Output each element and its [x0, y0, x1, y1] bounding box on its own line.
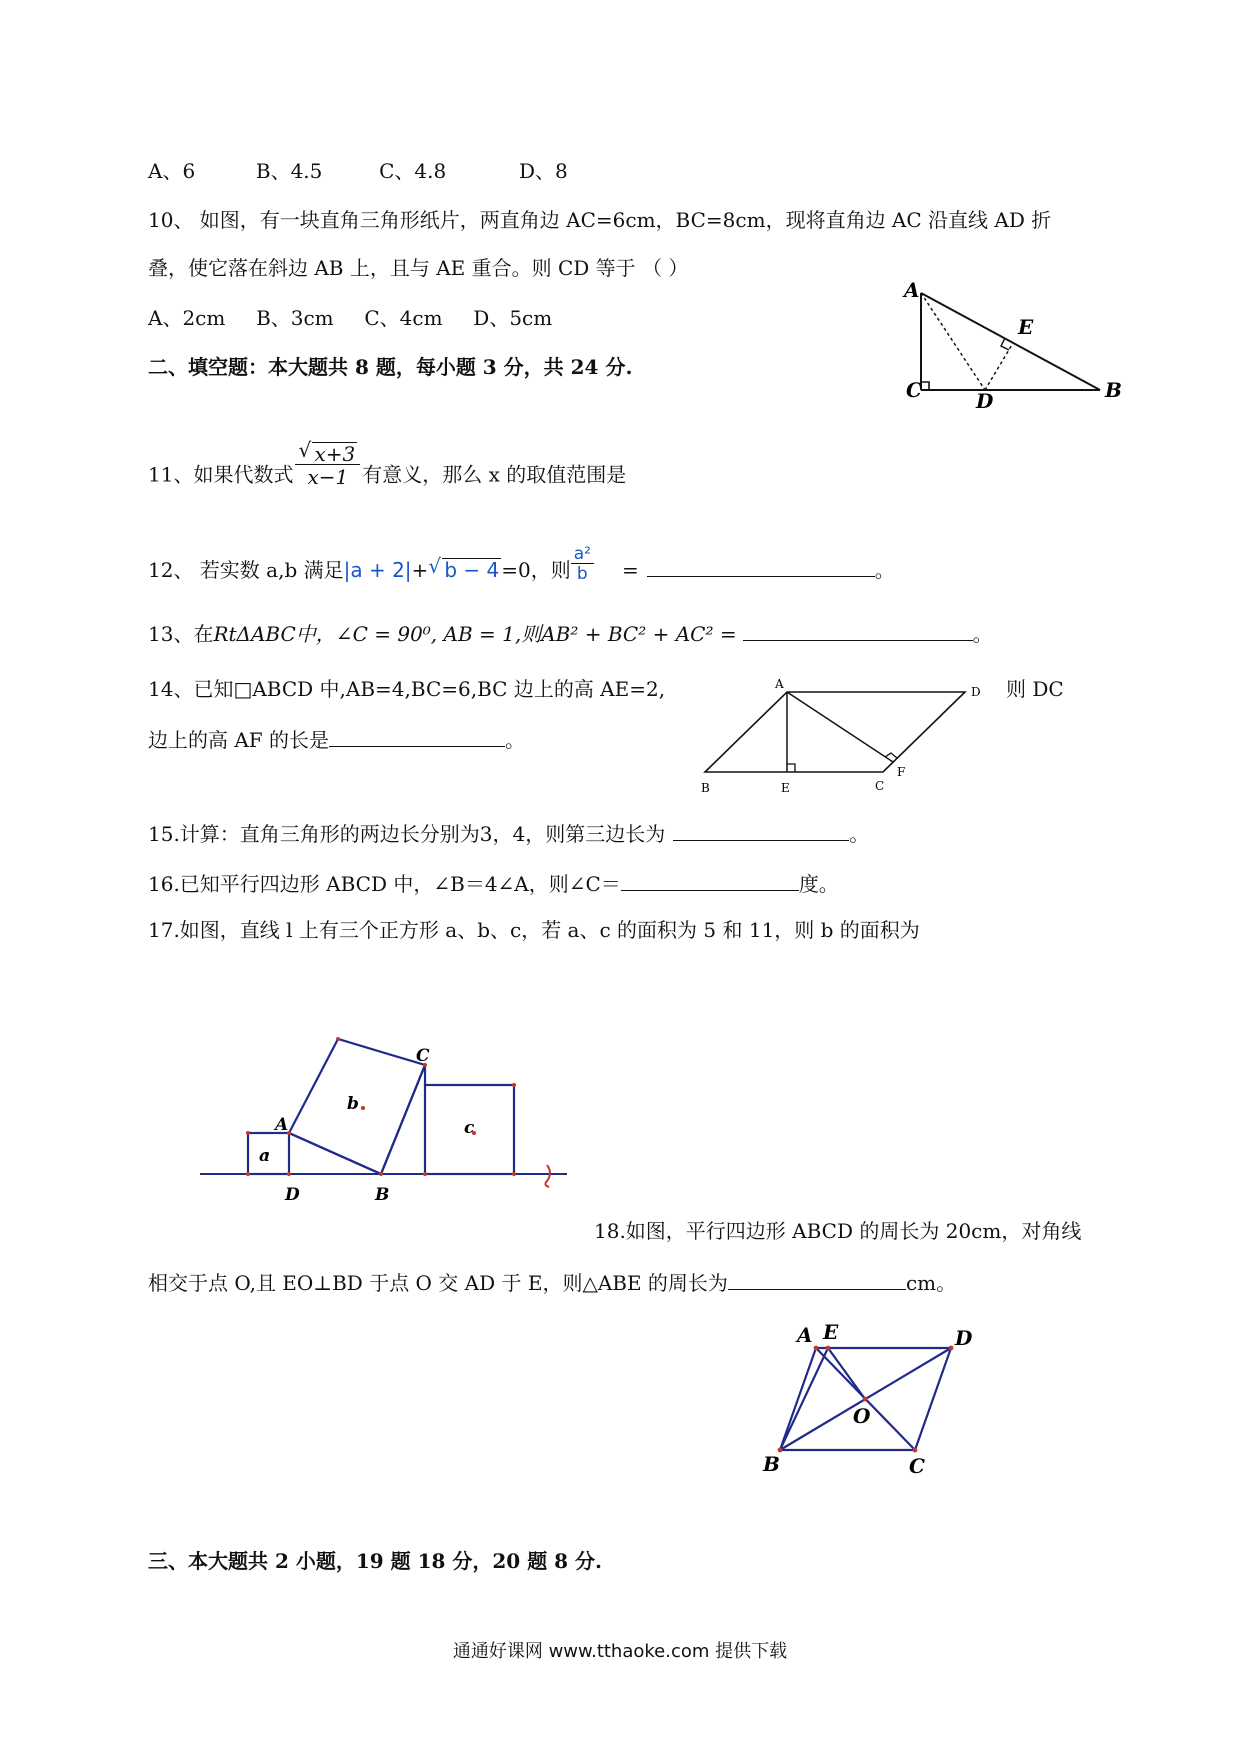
q10-option-c: C、4cm	[364, 306, 443, 330]
q17-label-a-point: A	[275, 1115, 289, 1135]
q11-line	[148, 438, 627, 489]
q14-label-e: E	[781, 781, 790, 795]
q13-prefix: 13、在	[148, 622, 214, 646]
q18-label-b: B	[763, 1452, 780, 1476]
q17-label-b-square: b	[347, 1094, 359, 1114]
q14-label-f: F	[897, 765, 906, 779]
q15-answer-blank[interactable]	[673, 822, 849, 841]
q16-suffix: 度。	[798, 872, 839, 896]
q17-label-a-square: a	[259, 1146, 271, 1166]
q12-plus: +	[411, 558, 429, 582]
q12-fraction	[571, 546, 594, 583]
q9-option-b: B、4.5	[255, 159, 323, 183]
q11-denominator: x−1	[307, 465, 349, 489]
q10-label-a: A	[904, 278, 920, 302]
q14-parallelogram-figure	[695, 676, 995, 798]
q18-label-d: D	[955, 1326, 973, 1350]
q12-answer-blank[interactable]	[647, 558, 875, 577]
q9-option-c: C、4.8	[379, 159, 447, 183]
q14-label-c: C	[875, 779, 885, 793]
q17-line: 17.如图，直线 l 上有三个正方形 a、b、c，若 a、c 的面积为 5 和 11，则 b 的面积为	[148, 918, 920, 942]
q9-options	[148, 161, 568, 181]
q18-parallelogram-figure	[745, 1318, 990, 1478]
q12-radicand: b − 4	[444, 558, 500, 582]
q14-line1: 14、已知□ABCD 中,AB=4,BC=6,BC 边上的高 AE=2,	[148, 677, 666, 701]
q14-line2-text: 边上的高 AF 的长是	[148, 728, 330, 752]
section2-title: 二、填空题：本大题共 8 题，每小题 3 分，共 24 分.	[148, 355, 633, 379]
q12-sqrt	[428, 554, 501, 582]
q18-line2-text: 相交于点 O,且 EO⊥BD 于点 O 交 AD 于 E，则△ABE 的周长为	[148, 1271, 728, 1295]
q10-label-b: B	[1105, 378, 1122, 402]
q12-suffix: 。	[874, 558, 895, 582]
q10-label-d: D	[976, 389, 994, 413]
q10-triangle-figure	[900, 278, 1140, 413]
q14-label-b: B	[701, 781, 710, 795]
q12-line	[148, 544, 895, 584]
q11-suffix: 有意义，那么 x 的取值范围是	[362, 462, 627, 487]
section3-title: 三、本大题共 2 小题，19 题 18 分，20 题 8 分.	[148, 1549, 602, 1573]
q13-line	[148, 622, 993, 644]
q12-prefix: 12、 若实数 a,b 满足	[148, 558, 344, 582]
q10-line1: 10、 如图，有一块直角三角形纸片，两直角边 AC=6cm，BC=8cm，现将直角边 AC 沿直线 AD 折	[148, 208, 1052, 232]
q17-label-c-square: c	[464, 1118, 475, 1138]
q17-label-d-point: D	[285, 1185, 300, 1205]
q14-suffix: 。	[505, 728, 526, 752]
q14-label-a: A	[775, 677, 784, 691]
q14-answer-blank[interactable]	[329, 728, 505, 747]
q16-text: 16.已知平行四边形 ABCD 中，∠B＝4∠A，则∠C＝	[148, 872, 621, 896]
q18-suffix: cm。	[905, 1271, 957, 1295]
q10-label-e: E	[1018, 315, 1034, 339]
q11-radicand: x+3	[314, 442, 356, 466]
q10-option-b: B、3cm	[256, 306, 334, 330]
q14-label-d: D	[971, 685, 981, 699]
page-footer: 通通好课网 www.tthaoke.com 提供下载	[452, 1641, 788, 1662]
q11-numerator	[295, 438, 360, 466]
q11-prefix: 11、如果代数式	[148, 462, 294, 487]
q18-line2	[148, 1271, 956, 1293]
q18-label-e: E	[823, 1320, 839, 1344]
q10-options	[148, 308, 552, 328]
q14-line2	[148, 728, 525, 750]
q12-mid: =0，则	[501, 558, 571, 582]
q13-suffix: 。	[972, 622, 993, 646]
q15-suffix: 。	[849, 822, 870, 846]
q17-squares-figure	[195, 1025, 575, 1205]
q15-text: 15.计算：直角三角形的两边长分别为3，4，则第三边长为	[148, 822, 666, 846]
q14-line1-right: 则 DC	[1006, 677, 1064, 701]
q15-line	[148, 822, 869, 844]
q12-abs-expr: |a + 2|	[343, 558, 412, 582]
q16-line	[148, 872, 839, 894]
q13-expr: RtΔABC中，∠C = 90⁰, AB = 1,则AB² + BC² + AC² =	[213, 622, 737, 646]
q10-label-c: C	[906, 378, 922, 402]
q18-label-a: A	[797, 1323, 813, 1347]
q10-option-d: D、5cm	[473, 306, 553, 330]
q18-label-c: C	[909, 1454, 925, 1478]
q12-equals: =	[621, 558, 639, 582]
q18-line1: 18.如图，平行四边形 ABCD 的周长为 20cm，对角线	[594, 1219, 1082, 1243]
q10-option-a: A、2cm	[148, 306, 226, 330]
q11-fraction	[295, 438, 360, 489]
q10-line2: 叠，使它落在斜边 AB 上，且与 AE 重合。则 CD 等于 （ ）	[148, 256, 689, 280]
q12-denominator: b	[576, 564, 588, 584]
q9-option-a: A、6	[148, 159, 196, 183]
q13-answer-blank[interactable]	[743, 622, 973, 641]
sqrt-symbol: √	[298, 438, 312, 462]
q9-option-d: D、8	[518, 159, 568, 183]
q16-answer-blank[interactable]	[621, 872, 799, 891]
sqrt-symbol: √	[428, 554, 442, 578]
q17-label-c-point: C	[416, 1046, 430, 1066]
q12-numerator: a²	[571, 546, 594, 564]
q18-label-o: O	[853, 1404, 871, 1428]
q17-label-b-point: B	[375, 1185, 390, 1205]
q18-answer-blank[interactable]	[728, 1271, 906, 1290]
